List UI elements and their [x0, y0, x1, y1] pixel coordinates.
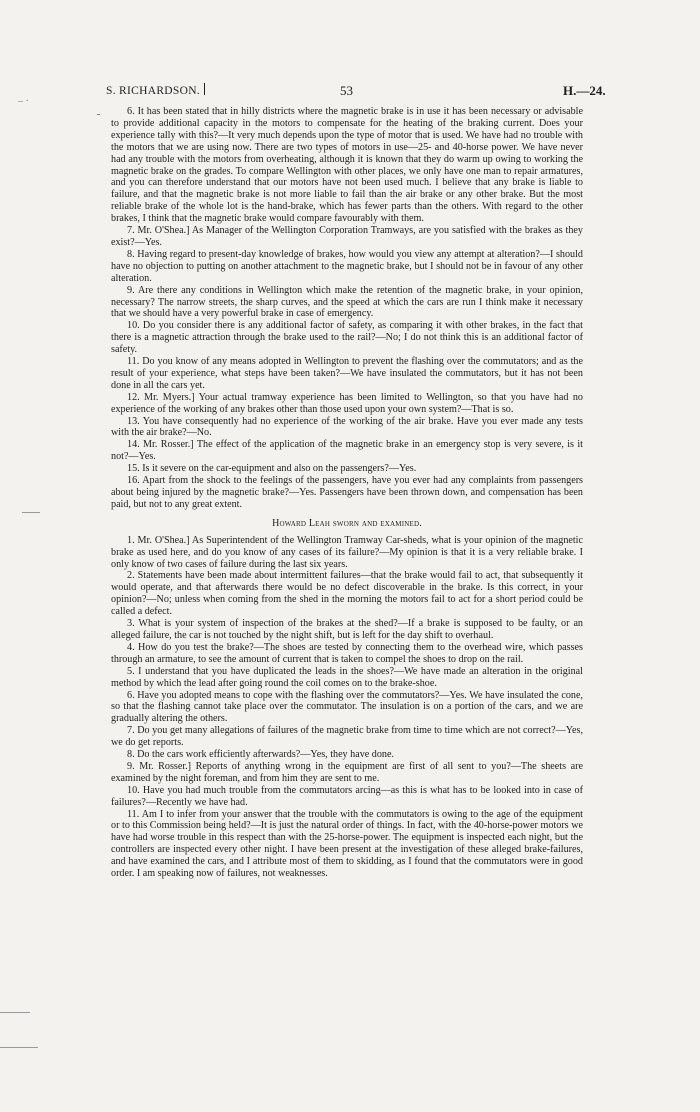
- paragraph: 16. Apart from the shock to the feelings of the passengers, have you ever had any complaints from passengers about being injured by the magnetic brake?—Yes. Passengers have been thrown down, and compensation has been paid, but not to any great extent.: [111, 475, 583, 510]
- margin-tick-mark: ـ: [97, 107, 100, 118]
- margin-tick-mark: [22, 512, 40, 513]
- margin-tick-mark: ‒ ·: [18, 96, 29, 107]
- witness-name: S. RICHARDSON.: [106, 83, 205, 97]
- section-heading: Howard Leah sworn and examined.: [272, 517, 422, 529]
- paragraph: 15. Is it severe on the car-equipment and also on the passengers?—Yes.: [127, 463, 417, 475]
- paragraph: 14. Mr. Rosser.] The effect of the application of the magnetic brake in an emergency stop is very severe, is it not?—Yes.: [111, 439, 583, 463]
- page-body: [111, 106, 583, 880]
- paragraph: 1. Mr. O'Shea.] As Superintendent of the Wellington Tramway Car-sheds, what is your opinion of the magnetic brake as used here, and do you know of any cases of its failure?—My opinion is that it is a very reliable brake. I only know of two cases of failure during the last six years.: [111, 534, 583, 570]
- margin-rule: [0, 1012, 30, 1013]
- paragraph: 2. Statements have been made about intermittent failures—that the brake would fail to act, that subsequently it would operate, and that afterwards there would be no defect discoverable in the brake. Is this correct, in your opinion?—No; unless when coming from the shed in the morning the motors fail to act for a short period could be called a defect.: [111, 570, 583, 618]
- paragraph: 4. How do you test the brake?—The shoes are tested by connecting them to the overhead wire, which passes through an armature, to see the amount of current that is taken to compel the shoes to drop on the rail.: [111, 641, 583, 665]
- paragraph: 6. Have you adopted means to cope with the flashing over the commutators?—Yes. We have insulated the cone, so that the flashing cannot take place over the commutator. The insulation is on a portion of the cars, and we are gradually altering the others.: [111, 689, 583, 725]
- paragraph: 10. Have you had much trouble from the commutators arcing—as this is what has to be looked into in case of failures?—Recently we have had.: [111, 784, 583, 808]
- document-reference: H.—24.: [563, 83, 606, 98]
- paragraph: 11. Do you know of any means adopted in Wellington to prevent the flashing over the commutators; and as the result of your experience, what steps have been taken?—We have insulated the commutators, but it has not been done in all the cars yet.: [111, 356, 583, 391]
- paragraph: 9. Mr. Rosser.] Reports of anything wrong in the equipment are first of all sent to you?—The sheets are examined by the night foreman, and from him they are sent to me.: [111, 760, 583, 784]
- paragraph: 10. Do you consider there is any additional factor of safety, as comparing it with other brakes, in the fact that there is a magnetic attraction through the brake used to the rail?—No; I do not think this is an additional factor of safety.: [111, 320, 583, 356]
- running-header: [0, 83, 700, 101]
- paragraph: 12. Mr. Myers.] Your actual tramway experience has been limited to Wellington, so that you have had no experience of the working of any brakes other than those used upon your own system?—That is so.: [111, 391, 583, 415]
- paragraph: 8. Do the cars work efficiently afterwards?—Yes, they have done.: [127, 749, 395, 761]
- paragraph: 8. Having regard to present-day knowledge of brakes, how would you view any attempt at alteration?—I should have no objection to putting on another attachment to the magnetic brake, but I should not be in favour of any other alteration.: [111, 248, 583, 284]
- paragraph: 7. Mr. O'Shea.] As Manager of the Wellington Corporation Tramways, are you satisfied with the brakes as they exist?—Yes.: [111, 225, 583, 248]
- margin-rule: [0, 1047, 38, 1048]
- paragraph: 6. It has been stated that in hilly districts where the magnetic brake is in use it has been necessary or advisable to provide additional capacity in the motors to compensate for the heating of the braking current. Does your experience tally with this?—It very much depends upon the type of motor that is used. We have had no trouble with the motors that we are using now. There are two types of motors in use—25- and 40-horse power. We have never had any trouble with the motors from overheating, although it is known that they do warm up owing to working the magnetic brake on the grades. To compare Wellington with other places, we only have one man to repair armatures, and you can therefore understand that our motors have not been used much. I believe that any brake is liable to failure, and that the magnetic brake is not more liable to fail than the air brake or any other brake. But the most reliable brake of the whole lot is the hand-brake, which has fewer parts than the others. With regard to the other brakes, I think that the magnetic brake would compare favourably with them.: [111, 106, 583, 225]
- paragraph: 7. Do you get many allegations of failures of the magnetic brake from time to time which are not correct?—Yes, we do get reports.: [111, 725, 583, 749]
- page-number: 53: [340, 83, 353, 98]
- paragraph: 13. You have consequently had no experience of the working of the air brake. Have you ever made any tests with the air brake?—No.: [111, 415, 583, 439]
- paragraph: 5. I understand that you have duplicated the leads in the shoes?—We have made an alteration in the original method by which the lead after going round the coil comes on to the brake-shoe.: [111, 665, 583, 689]
- paragraph: 3. What is your system of inspection of the brakes at the shed?—If a brake is supposed to be faulty, or an alleged failure, the car is not touched by the night shift, but is left for the day shift to overhaul.: [111, 618, 583, 641]
- paragraph: 11. Am I to infer from your answer that the trouble with the commutators is owing to the age of the equipment or to this Commission being held?—It is just the natural order of things. In fact, with the 40-horse-power motors we have had worse trouble in this respect than with the 25-horse-power. The equipment is inspected each night, but the controllers are inspected every other night. I have been present at the investigation of these alleged brake-failures, and have examined the cars, and I attribute most of them to skidding, as I found that the commutators were in good order. I am speaking now of failures, not weaknesses.: [111, 808, 583, 880]
- paragraph: 9. Are there any conditions in Wellington which make the retention of the magnetic brake, in your opinion, necessary? The narrow streets, the sharp curves, and the speed at which the cars are run I think make it necessary that we should have a very powerful brake in case of emergency.: [111, 284, 583, 320]
